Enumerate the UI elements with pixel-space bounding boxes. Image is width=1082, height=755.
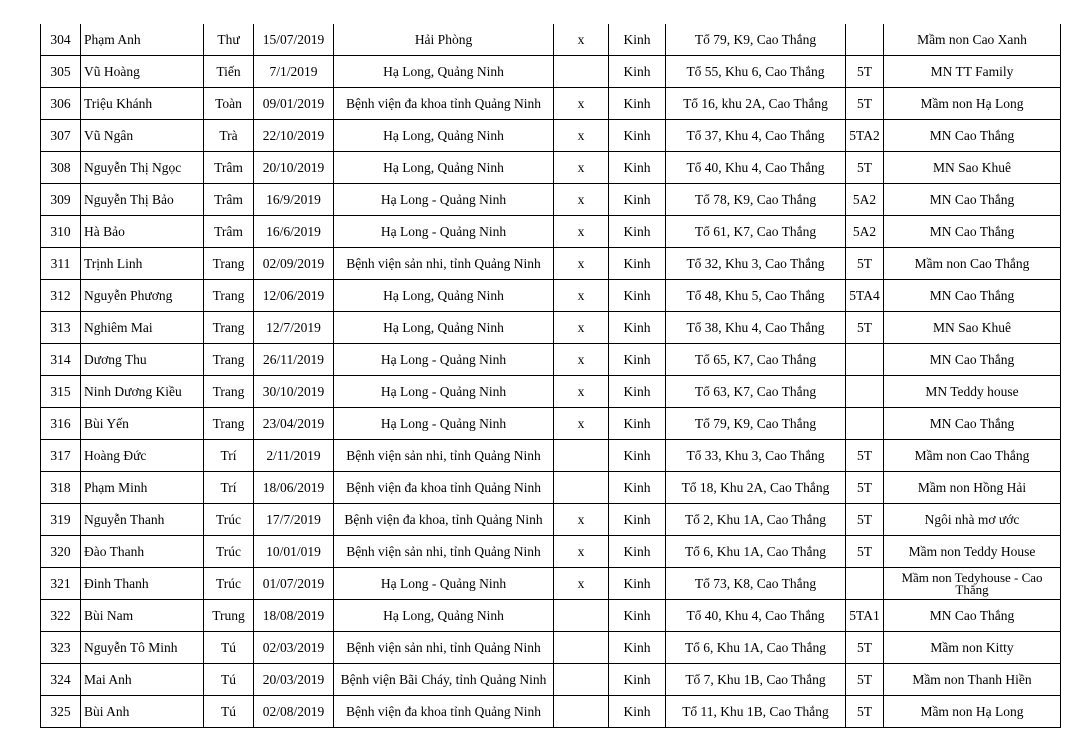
given-name-cell: Trúc — [204, 568, 254, 600]
ethnicity-cell: Kinh — [609, 120, 666, 152]
ethnicity-cell: Kinh — [609, 24, 666, 56]
mark-cell: x — [554, 504, 609, 536]
birth-place-cell: Bệnh viện đa khoa tỉnh Quảng Ninh — [334, 472, 554, 504]
row-number-cell: 314 — [41, 344, 81, 376]
ethnicity-cell: Kinh — [609, 56, 666, 88]
table-row — [41, 376, 1061, 408]
birth-date-cell: 18/08/2019 — [254, 600, 334, 632]
surname-cell: Phạm Minh — [81, 472, 204, 504]
given-name-cell: Trang — [204, 376, 254, 408]
school-cell: Mầm non Hồng Hải — [884, 472, 1061, 504]
given-name-cell: Trí — [204, 440, 254, 472]
mark-cell: x — [554, 120, 609, 152]
row-number-cell: 307 — [41, 120, 81, 152]
given-name-cell: Trí — [204, 472, 254, 504]
school-cell: Mầm non Hạ Long — [884, 696, 1061, 728]
school-cell: MN Cao Thắng — [884, 216, 1061, 248]
ethnicity-cell: Kinh — [609, 632, 666, 664]
ethnicity-cell: Kinh — [609, 152, 666, 184]
address-cell: Tổ 32, Khu 3, Cao Thắng — [666, 248, 846, 280]
class-cell: 5T — [846, 88, 884, 120]
birth-place-cell: Hạ Long - Quảng Ninh — [334, 184, 554, 216]
address-cell: Tổ 37, Khu 4, Cao Thắng — [666, 120, 846, 152]
surname-cell: Trịnh Linh — [81, 248, 204, 280]
mark-cell: x — [554, 344, 609, 376]
given-name-cell: Trâm — [204, 216, 254, 248]
given-name-cell: Trang — [204, 248, 254, 280]
row-number-cell: 313 — [41, 312, 81, 344]
given-name-cell: Trang — [204, 312, 254, 344]
school-cell: MN Teddy house — [884, 376, 1061, 408]
table-row — [41, 408, 1061, 440]
row-number-cell: 320 — [41, 536, 81, 568]
given-name-cell: Trúc — [204, 504, 254, 536]
mark-cell: x — [554, 152, 609, 184]
birth-place-cell: Bệnh viện sản nhi, tỉnh Quảng Ninh — [334, 632, 554, 664]
row-number-cell: 311 — [41, 248, 81, 280]
class-cell: 5T — [846, 536, 884, 568]
birth-date-cell: 16/9/2019 — [254, 184, 334, 216]
row-number-cell: 304 — [41, 24, 81, 56]
school-cell: Ngôi nhà mơ ước — [884, 504, 1061, 536]
birth-date-cell: 01/07/2019 — [254, 568, 334, 600]
ethnicity-cell: Kinh — [609, 312, 666, 344]
birth-place-cell: Hạ Long, Quảng Ninh — [334, 152, 554, 184]
birth-place-cell: Bệnh viện đa khoa, tỉnh Quảng Ninh — [334, 504, 554, 536]
surname-cell: Dương Thu — [81, 344, 204, 376]
mark-cell: x — [554, 24, 609, 56]
birth-date-cell: 16/6/2019 — [254, 216, 334, 248]
address-cell: Tổ 63, K7, Cao Thắng — [666, 376, 846, 408]
table-row — [41, 88, 1061, 120]
class-cell: 5TA2 — [846, 120, 884, 152]
surname-cell: Đinh Thanh — [81, 568, 204, 600]
ethnicity-cell: Kinh — [609, 600, 666, 632]
row-number-cell: 308 — [41, 152, 81, 184]
ethnicity-cell: Kinh — [609, 440, 666, 472]
row-number-cell: 309 — [41, 184, 81, 216]
ethnicity-cell: Kinh — [609, 568, 666, 600]
mark-cell — [554, 696, 609, 728]
mark-cell — [554, 632, 609, 664]
school-cell: Mầm non Cao Thắng — [884, 248, 1061, 280]
ethnicity-cell: Kinh — [609, 88, 666, 120]
address-cell: Tổ 55, Khu 6, Cao Thắng — [666, 56, 846, 88]
mark-cell: x — [554, 312, 609, 344]
ethnicity-cell: Kinh — [609, 344, 666, 376]
class-cell: 5A2 — [846, 216, 884, 248]
row-number-cell: 305 — [41, 56, 81, 88]
ethnicity-cell: Kinh — [609, 184, 666, 216]
birth-place-cell: Hạ Long, Quảng Ninh — [334, 280, 554, 312]
surname-cell: Nguyễn Thị Ngọc — [81, 152, 204, 184]
school-cell: Mầm non Cao Xanh — [884, 24, 1061, 56]
mark-cell — [554, 600, 609, 632]
table-row — [41, 184, 1061, 216]
address-cell: Tổ 38, Khu 4, Cao Thắng — [666, 312, 846, 344]
birth-date-cell: 10/01/019 — [254, 536, 334, 568]
class-cell: 5T — [846, 472, 884, 504]
birth-date-cell: 20/10/2019 — [254, 152, 334, 184]
table-row — [41, 472, 1061, 504]
table-row — [41, 280, 1061, 312]
table-row — [41, 440, 1061, 472]
row-number-cell: 318 — [41, 472, 81, 504]
birth-place-cell: Hạ Long, Quảng Ninh — [334, 56, 554, 88]
ethnicity-cell: Kinh — [609, 408, 666, 440]
mark-cell: x — [554, 408, 609, 440]
table-body — [41, 24, 1061, 728]
address-cell: Tổ 79, K9, Cao Thắng — [666, 24, 846, 56]
birth-place-cell: Bệnh viện Bãi Cháy, tỉnh Quảng Ninh — [334, 664, 554, 696]
mark-cell — [554, 56, 609, 88]
table-row — [41, 504, 1061, 536]
table-row — [41, 344, 1061, 376]
row-number-cell: 317 — [41, 440, 81, 472]
birth-place-cell: Bệnh viện sản nhi, tỉnh Quảng Ninh — [334, 536, 554, 568]
birth-date-cell: 30/10/2019 — [254, 376, 334, 408]
birth-place-cell: Bệnh viện đa khoa tỉnh Quảng Ninh — [334, 88, 554, 120]
address-cell: Tổ 73, K8, Cao Thắng — [666, 568, 846, 600]
address-cell: Tổ 40, Khu 4, Cao Thắng — [666, 152, 846, 184]
class-cell: 5T — [846, 664, 884, 696]
row-number-cell: 306 — [41, 88, 81, 120]
table-row — [41, 152, 1061, 184]
row-number-cell: 315 — [41, 376, 81, 408]
address-cell: Tổ 16, khu 2A, Cao Thắng — [666, 88, 846, 120]
ethnicity-cell: Kinh — [609, 248, 666, 280]
birth-date-cell: 23/04/2019 — [254, 408, 334, 440]
surname-cell: Nghiêm Mai — [81, 312, 204, 344]
address-cell: Tổ 6, Khu 1A, Cao Thắng — [666, 632, 846, 664]
given-name-cell: Trâm — [204, 184, 254, 216]
address-cell: Tổ 18, Khu 2A, Cao Thắng — [666, 472, 846, 504]
ethnicity-cell: Kinh — [609, 280, 666, 312]
address-cell: Tổ 78, K9, Cao Thắng — [666, 184, 846, 216]
birth-place-cell: Hạ Long - Quảng Ninh — [334, 344, 554, 376]
mark-cell — [554, 472, 609, 504]
mark-cell: x — [554, 376, 609, 408]
given-name-cell: Trang — [204, 280, 254, 312]
school-cell: Mầm non Thanh Hiền — [884, 664, 1061, 696]
address-cell: Tổ 2, Khu 1A, Cao Thắng — [666, 504, 846, 536]
given-name-cell: Trang — [204, 408, 254, 440]
class-cell: 5T — [846, 152, 884, 184]
row-number-cell: 312 — [41, 280, 81, 312]
given-name-cell: Tú — [204, 632, 254, 664]
given-name-cell: Trung — [204, 600, 254, 632]
row-number-cell: 310 — [41, 216, 81, 248]
row-number-cell: 316 — [41, 408, 81, 440]
surname-cell: Bùi Anh — [81, 696, 204, 728]
birth-date-cell: 26/11/2019 — [254, 344, 334, 376]
birth-date-cell: 2/11/2019 — [254, 440, 334, 472]
birth-place-cell: Bệnh viện sản nhi, tỉnh Quảng Ninh — [334, 440, 554, 472]
surname-cell: Triệu Khánh — [81, 88, 204, 120]
row-number-cell: 323 — [41, 632, 81, 664]
address-cell: Tổ 48, Khu 5, Cao Thắng — [666, 280, 846, 312]
school-cell: Mầm non Tedyhouse - Cao Thắng — [884, 568, 1061, 600]
class-cell: 5T — [846, 56, 884, 88]
address-cell: Tổ 79, K9, Cao Thắng — [666, 408, 846, 440]
given-name-cell: Tú — [204, 664, 254, 696]
surname-cell: Nguyễn Thanh — [81, 504, 204, 536]
birth-place-cell: Hạ Long - Quảng Ninh — [334, 408, 554, 440]
birth-date-cell: 02/09/2019 — [254, 248, 334, 280]
class-cell — [846, 24, 884, 56]
mark-cell: x — [554, 248, 609, 280]
mark-cell — [554, 440, 609, 472]
given-name-cell: Toàn — [204, 88, 254, 120]
birth-date-cell: 17/7/2019 — [254, 504, 334, 536]
surname-cell: Phạm Anh — [81, 24, 204, 56]
school-cell: MN Cao Thắng — [884, 120, 1061, 152]
mark-cell: x — [554, 536, 609, 568]
table-row — [41, 632, 1061, 664]
school-cell: Mầm non Cao Thắng — [884, 440, 1061, 472]
mark-cell: x — [554, 280, 609, 312]
surname-cell: Bùi Nam — [81, 600, 204, 632]
class-cell — [846, 568, 884, 600]
address-cell: Tổ 65, K7, Cao Thắng — [666, 344, 846, 376]
given-name-cell: Thư — [204, 24, 254, 56]
school-cell: MN Sao Khuê — [884, 152, 1061, 184]
school-cell: MN Cao Thắng — [884, 408, 1061, 440]
given-name-cell: Trâm — [204, 152, 254, 184]
surname-cell: Vũ Hoàng — [81, 56, 204, 88]
class-cell: 5TA4 — [846, 280, 884, 312]
table-row — [41, 120, 1061, 152]
birth-date-cell: 7/1/2019 — [254, 56, 334, 88]
school-cell: MN TT Family — [884, 56, 1061, 88]
table-row — [41, 248, 1061, 280]
mark-cell: x — [554, 568, 609, 600]
class-cell — [846, 376, 884, 408]
surname-cell: Mai Anh — [81, 664, 204, 696]
surname-cell: Nguyễn Phương — [81, 280, 204, 312]
surname-cell: Bùi Yến — [81, 408, 204, 440]
birth-place-cell: Hạ Long - Quảng Ninh — [334, 376, 554, 408]
row-number-cell: 321 — [41, 568, 81, 600]
mark-cell — [554, 664, 609, 696]
birth-place-cell: Hải Phòng — [334, 24, 554, 56]
birth-date-cell: 20/03/2019 — [254, 664, 334, 696]
given-name-cell: Trang — [204, 344, 254, 376]
surname-cell: Vũ Ngân — [81, 120, 204, 152]
surname-cell: Đào Thanh — [81, 536, 204, 568]
birth-date-cell: 12/7/2019 — [254, 312, 334, 344]
row-number-cell: 319 — [41, 504, 81, 536]
ethnicity-cell: Kinh — [609, 536, 666, 568]
surname-cell: Nguyễn Tô Minh — [81, 632, 204, 664]
class-cell: 5T — [846, 696, 884, 728]
surname-cell: Hà Bảo — [81, 216, 204, 248]
school-cell: MN Cao Thắng — [884, 600, 1061, 632]
mark-cell: x — [554, 184, 609, 216]
row-number-cell: 322 — [41, 600, 81, 632]
table-row — [41, 600, 1061, 632]
table-row — [41, 568, 1061, 600]
table-row — [41, 24, 1061, 56]
school-cell: Mầm non Hạ Long — [884, 88, 1061, 120]
birth-place-cell: Bệnh viện sản nhi, tỉnh Quảng Ninh — [334, 248, 554, 280]
row-number-cell: 325 — [41, 696, 81, 728]
surname-cell: Nguyễn Thị Bảo — [81, 184, 204, 216]
birth-date-cell: 12/06/2019 — [254, 280, 334, 312]
address-cell: Tổ 61, K7, Cao Thắng — [666, 216, 846, 248]
class-cell: 5T — [846, 440, 884, 472]
birth-date-cell: 18/06/2019 — [254, 472, 334, 504]
birth-place-cell: Bệnh viện đa khoa tỉnh Quảng Ninh — [334, 696, 554, 728]
school-cell: MN Cao Thắng — [884, 280, 1061, 312]
row-number-cell: 324 — [41, 664, 81, 696]
birth-date-cell: 15/07/2019 — [254, 24, 334, 56]
school-cell: MN Cao Thắng — [884, 344, 1061, 376]
address-cell: Tổ 40, Khu 4, Cao Thắng — [666, 600, 846, 632]
address-cell: Tổ 11, Khu 1B, Cao Thắng — [666, 696, 846, 728]
school-cell: MN Sao Khuê — [884, 312, 1061, 344]
table-row — [41, 664, 1061, 696]
birth-place-cell: Hạ Long - Quảng Ninh — [334, 216, 554, 248]
school-cell: Mầm non Kitty — [884, 632, 1061, 664]
table-row — [41, 56, 1061, 88]
birth-place-cell: Hạ Long, Quảng Ninh — [334, 600, 554, 632]
birth-place-cell: Hạ Long, Quảng Ninh — [334, 120, 554, 152]
given-name-cell: Trà — [204, 120, 254, 152]
address-cell: Tổ 6, Khu 1A, Cao Thắng — [666, 536, 846, 568]
table-row — [41, 216, 1061, 248]
class-cell: 5T — [846, 248, 884, 280]
given-name-cell: Trúc — [204, 536, 254, 568]
surname-cell: Hoàng Đức — [81, 440, 204, 472]
address-cell: Tổ 7, Khu 1B, Cao Thắng — [666, 664, 846, 696]
class-cell: 5TA1 — [846, 600, 884, 632]
table-row — [41, 312, 1061, 344]
birth-date-cell: 02/08/2019 — [254, 696, 334, 728]
school-cell: MN Cao Thắng — [884, 184, 1061, 216]
given-name-cell: Tú — [204, 696, 254, 728]
table-row — [41, 696, 1061, 728]
student-roster-table — [40, 24, 1061, 728]
class-cell — [846, 344, 884, 376]
class-cell: 5T — [846, 504, 884, 536]
birth-place-cell: Hạ Long, Quảng Ninh — [334, 312, 554, 344]
class-cell: 5A2 — [846, 184, 884, 216]
mark-cell: x — [554, 88, 609, 120]
birth-date-cell: 02/03/2019 — [254, 632, 334, 664]
birth-date-cell: 09/01/2019 — [254, 88, 334, 120]
given-name-cell: Tiến — [204, 56, 254, 88]
class-cell: 5T — [846, 632, 884, 664]
birth-date-cell: 22/10/2019 — [254, 120, 334, 152]
birth-place-cell: Hạ Long - Quảng Ninh — [334, 568, 554, 600]
address-cell: Tổ 33, Khu 3, Cao Thắng — [666, 440, 846, 472]
ethnicity-cell: Kinh — [609, 216, 666, 248]
ethnicity-cell: Kinh — [609, 504, 666, 536]
surname-cell: Ninh Dương Kiều — [81, 376, 204, 408]
school-cell: Mầm non Teddy House — [884, 536, 1061, 568]
class-cell: 5T — [846, 312, 884, 344]
ethnicity-cell: Kinh — [609, 376, 666, 408]
table-row — [41, 536, 1061, 568]
class-cell — [846, 408, 884, 440]
ethnicity-cell: Kinh — [609, 696, 666, 728]
ethnicity-cell: Kinh — [609, 664, 666, 696]
mark-cell: x — [554, 216, 609, 248]
ethnicity-cell: Kinh — [609, 472, 666, 504]
